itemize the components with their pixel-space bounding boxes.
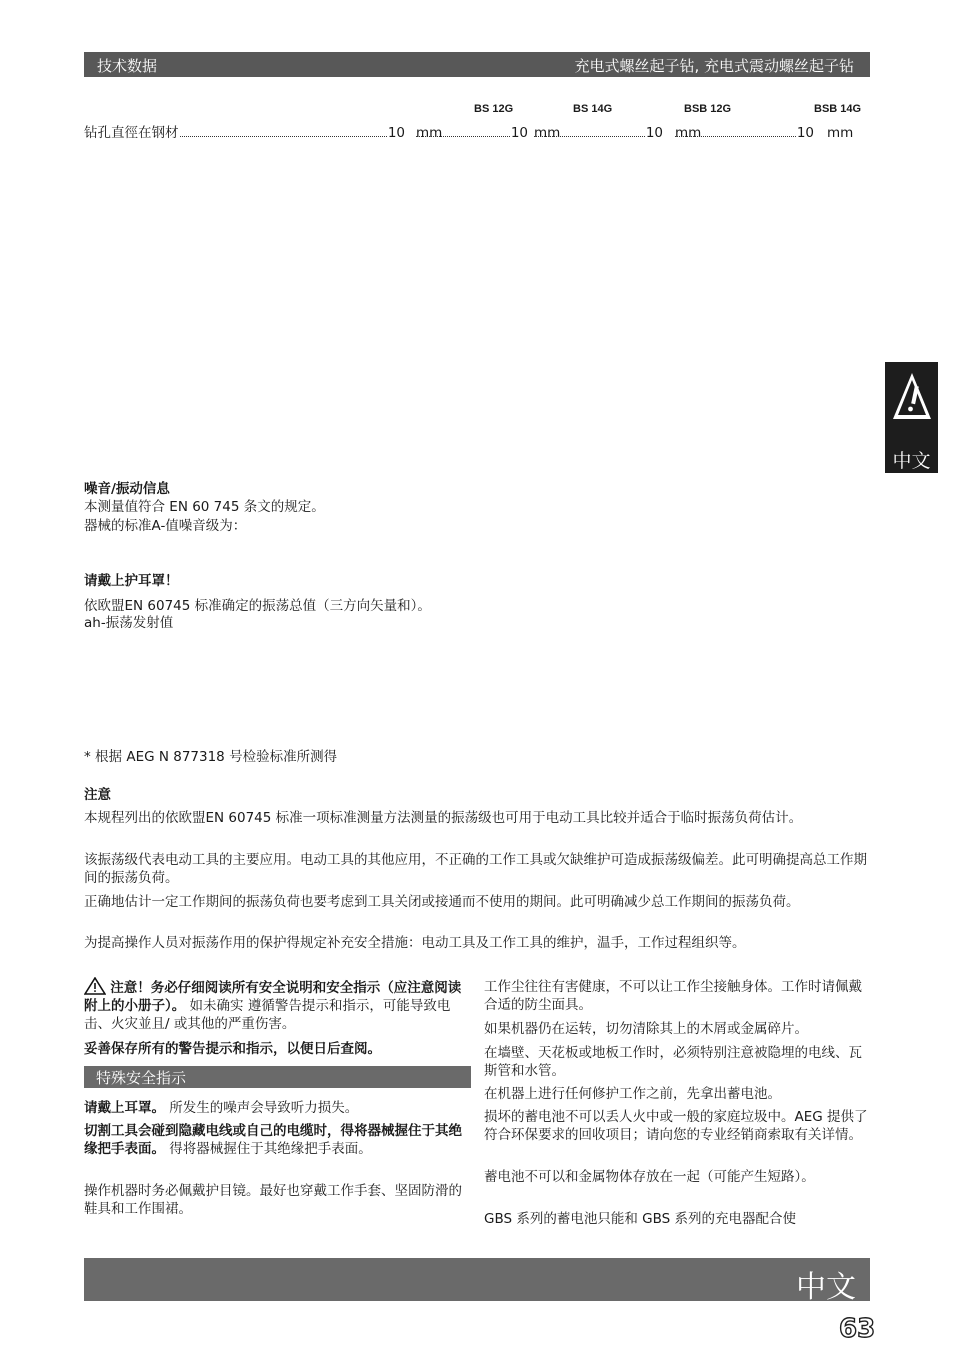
notice-paragraph: 该振荡级代表电动工具的主要应用。电动工具的其他应用，不正确的工作工具或欠缺维护可造成振荡级偏差。此可明确提高总工作期间的振荡负荷。 [84, 852, 867, 886]
table-row [0, 124, 954, 142]
warning-text: 如未确实 遵循警告提示和指示，可能导致电击、火灾並且/ 或其他的严重伤害。 [84, 998, 451, 1032]
warning-block [84, 977, 472, 1033]
noise-title: 噪音/振动信息 [84, 481, 170, 497]
side-tab-label: 中文 [892, 450, 931, 472]
column-header: BSB 14G [814, 103, 862, 115]
right-paragraph: 在机器上进行任何修护工作之前，先拿出蓄电池。 [484, 1086, 781, 1102]
left-paragraph: 操作机器时务必佩戴护目镜。最好也穿戴工作手套、坚固防滑的鞋具和工作围裙。 [84, 1183, 462, 1217]
notice-paragraph: 本规程列出的依欧盟EN 60745 标准一项标准测量方法测量的振荡级也可用于电动工具比较并适合于临时振荡负荷估计。 [84, 810, 803, 826]
cell-value: 10 [510, 125, 528, 141]
notice-paragraph: 为提高操作人员对振荡作用的保护得规定补充安全措施：电动工具及工作工具的维护，温手，工作过程组织等。 [84, 935, 746, 951]
cell-value: 10 [645, 125, 663, 141]
right-paragraph: 如果机器仍在运转，切勿清除其上的木屑或金属碎片。 [484, 1021, 808, 1037]
noise-line2: 器械的标准A-值噪音级为： [84, 518, 247, 534]
noise-line1: 本测量值符合 EN 60 745 条文的规定。 [84, 499, 325, 515]
language-side-tab [885, 362, 938, 473]
cell-value: 10 [796, 125, 814, 141]
notice-paragraph: 正确地估计一定工作期间的振荡负荷也要考虑到工具关闭或接通而不使用的期间。此可明确减少总工作期间的振荡负荷。 [84, 894, 800, 910]
header-left: 技术数据 [97, 57, 158, 75]
keep-instructions: 妥善保存所有的警告提示和指示，以便日后查阅。 [84, 1041, 381, 1057]
footer-bar [84, 1258, 870, 1305]
ear-protection-note: 请戴上护耳罩！ [84, 573, 179, 589]
cell-unit: mm [827, 125, 854, 141]
vibration-line2: ah-振荡发射值 [84, 615, 174, 631]
right-paragraph: 在墙壁、天花板或地板工作时，必须特别注意被隐埋的电线、瓦斯管和水管。 [484, 1045, 862, 1079]
column-header: BSB 12G [684, 103, 732, 115]
page-number: 63 [839, 1314, 876, 1344]
section-title: 特殊安全指示 [96, 1069, 187, 1087]
left-paragraph: 切割工具会碰到隐藏电线或自己的电缆时，得将器械握住于其绝缘把手表面。 得将器械握住于其绝缘把手表面。 [84, 1123, 462, 1157]
vibration-line1: 依欧盟EN 60745 标准确定的振荡总值（三方向矢量和）。 [84, 598, 431, 614]
warning-bold: 注意！务必仔细阅读所有安全说明和安全指示（应注意阅读附上的小册子）。 [84, 980, 462, 1014]
footnote: * 根据 AEG N 877318 号检验标准所测得 [84, 749, 338, 765]
cell-value: 10 [387, 125, 405, 141]
footer-language: 中文 [796, 1270, 856, 1305]
notice-title: 注意 [84, 787, 111, 803]
right-paragraph: 蓄电池不可以和金属物体存放在一起（可能产生短路）。 [484, 1169, 815, 1185]
left-paragraph: 请戴上耳罩。 所发生的噪声会导致听力损失。 [84, 1100, 359, 1116]
warning-icon [891, 370, 933, 422]
cell-unit: mm [675, 125, 702, 141]
row-label: 钻孔直徑在钢材 [84, 125, 179, 141]
column-header: BS 12G [474, 103, 514, 115]
right-paragraph: 损坏的蓄电池不可以丢人火中或一般的家庭垃圾中。AEG 提供了符合环保要求的回收项目；请向您的专业经销商索取有关详情。 [484, 1109, 868, 1143]
column-header: BS 14G [573, 103, 613, 115]
cell-unit: mm [534, 125, 561, 141]
header-right: 充电式螺丝起子钻, 充电式震动螺丝起子钻 [574, 57, 854, 75]
section-title-bar [84, 1066, 471, 1088]
header-bar [84, 52, 870, 77]
right-paragraph: 工作尘往往有害健康，不可以让工作尘接触身体。工作时请佩戴合适的防尘面具。 [484, 979, 862, 1013]
right-paragraph: GBS 系列的蓄电池只能和 GBS 系列的充电器配合使 [484, 1211, 796, 1227]
cell-unit: mm [416, 125, 443, 141]
warning-triangle-icon [84, 977, 106, 995]
